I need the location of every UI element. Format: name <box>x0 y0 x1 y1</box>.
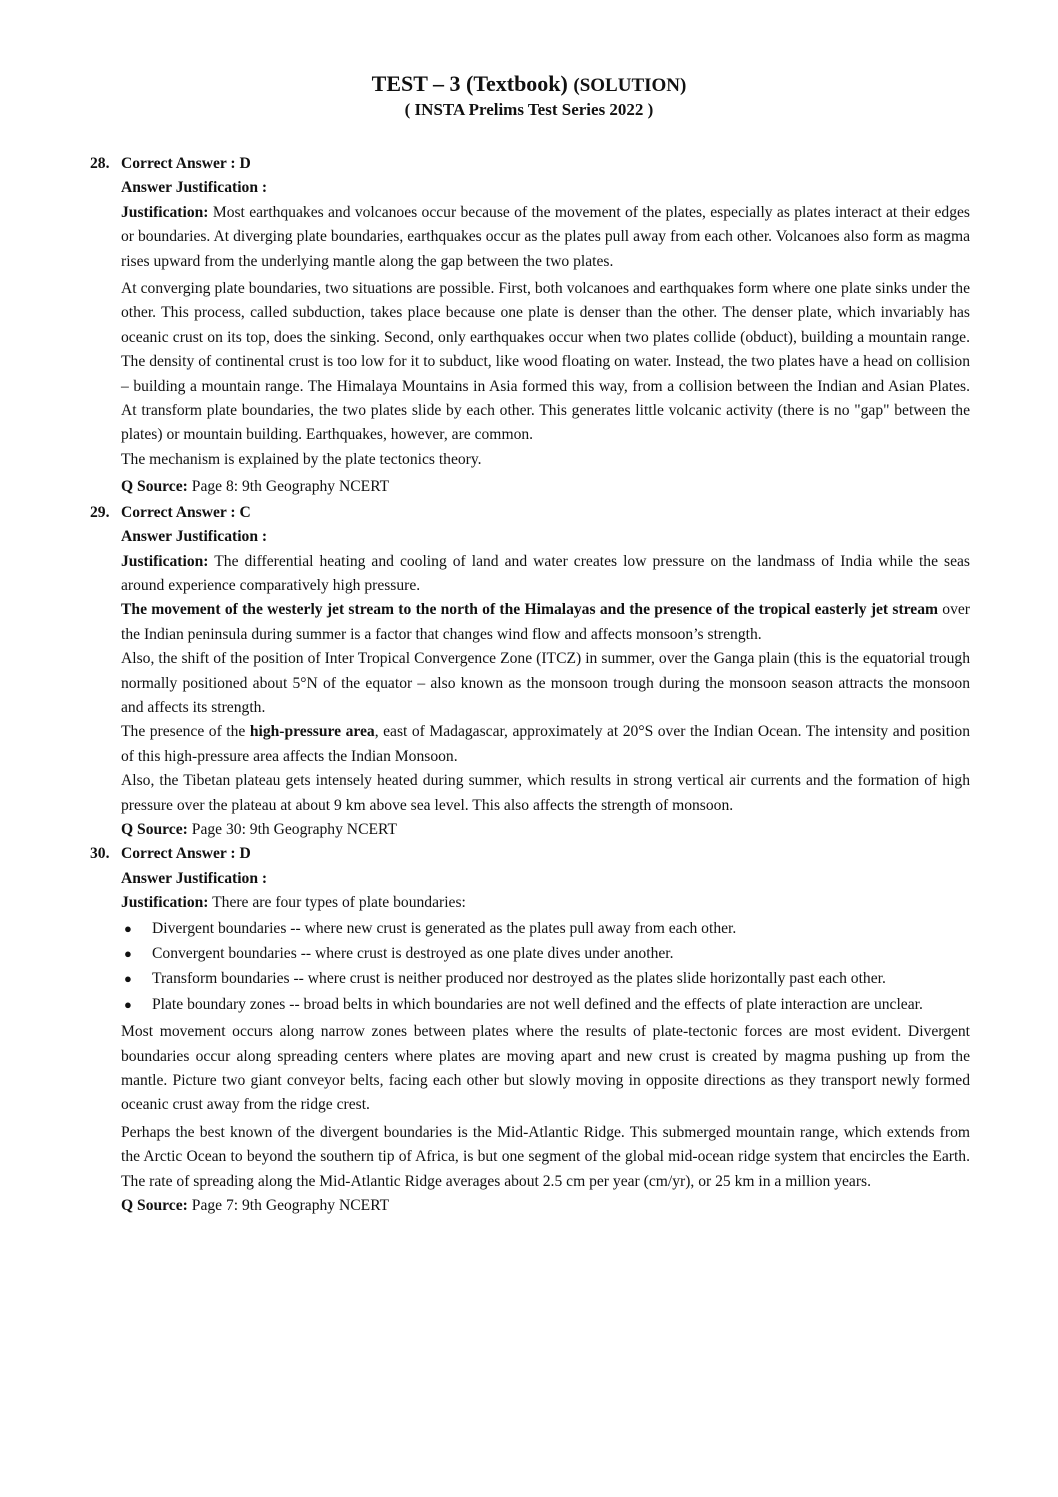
list-item: ● Plate boundary zones -- broad belts in which boundaries are not well defined and the effects of plate interaction are unclear. <box>121 993 970 1017</box>
correct-answer-label: Correct Answer : <box>121 503 236 521</box>
question-number: 29. <box>90 503 110 521</box>
question-number: 28. <box>90 155 110 172</box>
answer-justification-heading: Answer Justification : <box>121 528 268 546</box>
correct-answer-value: C <box>239 503 251 521</box>
paragraph: The mechanism is explained by the plate tectonics theory. <box>121 450 482 468</box>
correct-answer-value: D <box>239 845 251 863</box>
question-28 <box>90 152 970 500</box>
justification-label: Justification: <box>121 894 209 912</box>
paragraph: Most movement occurs along narrow zones between plates where the results of plate-tectonic forces are most evident. Divergent boundaries occur along spreading centers where plates are moving apart and new crust is created by magma pushing up from the mantle. Picture two giant conveyor belts, facing each other but slowly moving in opposite directions as they transport newly formed oceanic crust away from the ridge crest. <box>121 1023 970 1114</box>
list-item: ● Convergent boundaries -- where crust is destroyed as one plate dives under another. <box>121 942 970 966</box>
correct-answer-label: Correct Answer : <box>121 845 236 863</box>
justification-paragraph: Justification: There are four types of plate boundaries: <box>121 894 466 912</box>
question-number: 30. <box>90 845 110 863</box>
list-item: ● Transform boundaries -- where crust is neither produced nor destroyed as the plates slide horizontally past each other. <box>121 967 970 991</box>
justification-label: Justification: <box>121 552 209 570</box>
bullet-icon: ● <box>124 920 132 936</box>
justification-paragraph: Justification: The differential heating and cooling of land and water creates low pressure on the landmass of India while the seas around experience comparatively high pressure. <box>121 552 970 594</box>
question-29 <box>90 501 970 843</box>
paragraph: Also, the Tibetan plateau gets intensely heated during summer, which results in strong vertical air currents and the formation of high pressure over the plateau at about 9 km above sea level. This also affects the strength of monsoon. <box>121 772 970 814</box>
correct-answer-label: Correct Answer : <box>121 155 236 172</box>
solutions-content <box>90 152 970 1218</box>
plate-boundary-list <box>121 917 970 1018</box>
correct-answer-value: D <box>239 155 251 172</box>
correct-answer-heading <box>90 152 970 176</box>
paragraph: The presence of the high-pressure area, east of Madagascar, approximately at 20°S over the Indian Ocean. The intensity and position of this high-pressure area affects the Indian Monsoon. <box>121 723 970 765</box>
q-source: Q Source: Page 8: 9th Geography NCERT <box>121 478 390 496</box>
bullet-icon: ● <box>124 996 132 1012</box>
paragraph: The movement of the westerly jet stream to the north of the Himalayas and the presence of the tropical easterly jet stream over the Indian peninsula during summer is a factor that changes wind flow and affects monsoon’s strength. <box>121 601 970 643</box>
correct-answer-heading <box>90 842 970 866</box>
paragraph: Perhaps the best known of the divergent boundaries is the Mid-Atlantic Ridge. This submerged mountain range, which extends from the Arctic Ocean to beyond the southern tip of Africa, is but one segment of the global mid-ocean ridge system that encircles the Earth. The rate of spreading along the Mid-Atlantic Ridge averages about 2.5 cm per year (cm/yr), or 25 km in a million years. <box>121 1123 970 1190</box>
q-source: Q Source: Page 30: 9th Geography NCERT <box>121 820 397 838</box>
justification-paragraph: Justification: Most earthquakes and volcanoes occur because of the movement of the plates, especially as plates interact at their edges or boundaries. At diverging plate boundaries, earthquakes occur as the plates pull away from each other. Volcanoes also form as magma rises upward from the underlying mantle along the gap between the two plates. <box>121 203 970 270</box>
bullet-icon: ● <box>124 946 132 961</box>
title-suffix: (SOLUTION) <box>573 75 687 96</box>
page-subtitle: ( INSTA Prelims Test Series 2022 ) <box>404 100 654 119</box>
paragraph: At converging plate boundaries, two situations are possible. First, both volcanoes and earthquakes form where one plate sinks under the other. This process, called subduction, takes place because one plate is denser than the other. The denser plate, which invariably has oceanic crust on its top, does the sinking. Second, only earthquakes occur when two plates collide (obduct), building a mountain range. The density of continental crust is too low for it to subduct, like wood floating on water. Instead, the two plates have a head on collision – building a mountain range. The Himalaya Mountains in Asia formed this way, from a collision between the Indian and Asian Plates. At transform plate boundaries, the two plates slide by each other. This generates little volcanic activity (there is no "gap" between the plates) or mountain building. Earthquakes, however, are common. <box>121 280 970 444</box>
justification-label: Justification: <box>121 203 209 221</box>
answer-justification-heading: Answer Justification : <box>121 179 268 197</box>
answer-justification-heading: Answer Justification : <box>121 869 268 887</box>
correct-answer-heading <box>90 501 970 525</box>
bullet-icon: ● <box>124 971 132 987</box>
q-source-label: Q Source: <box>121 478 188 496</box>
list-item: ● Divergent boundaries -- where new crust is generated as the plates pull away from each other. <box>121 917 970 941</box>
question-30 <box>90 842 970 1218</box>
q-source-label: Q Source: <box>121 1197 188 1215</box>
page-title <box>0 70 1058 100</box>
title-main: TEST – 3 (Textbook) <box>371 71 568 96</box>
q-source-label: Q Source: <box>121 820 188 838</box>
q-source: Q Source: Page 7: 9th Geography NCERT <box>121 1197 390 1215</box>
paragraph: Also, the shift of the position of Inter Tropical Convergence Zone (ITCZ) in summer, over the Ganga plain (this is the equatorial trough normally positioned about 5°N of the equator – also known as the monsoon trough during the monsoon season attracts the monsoon and affects its strength. <box>121 650 970 716</box>
